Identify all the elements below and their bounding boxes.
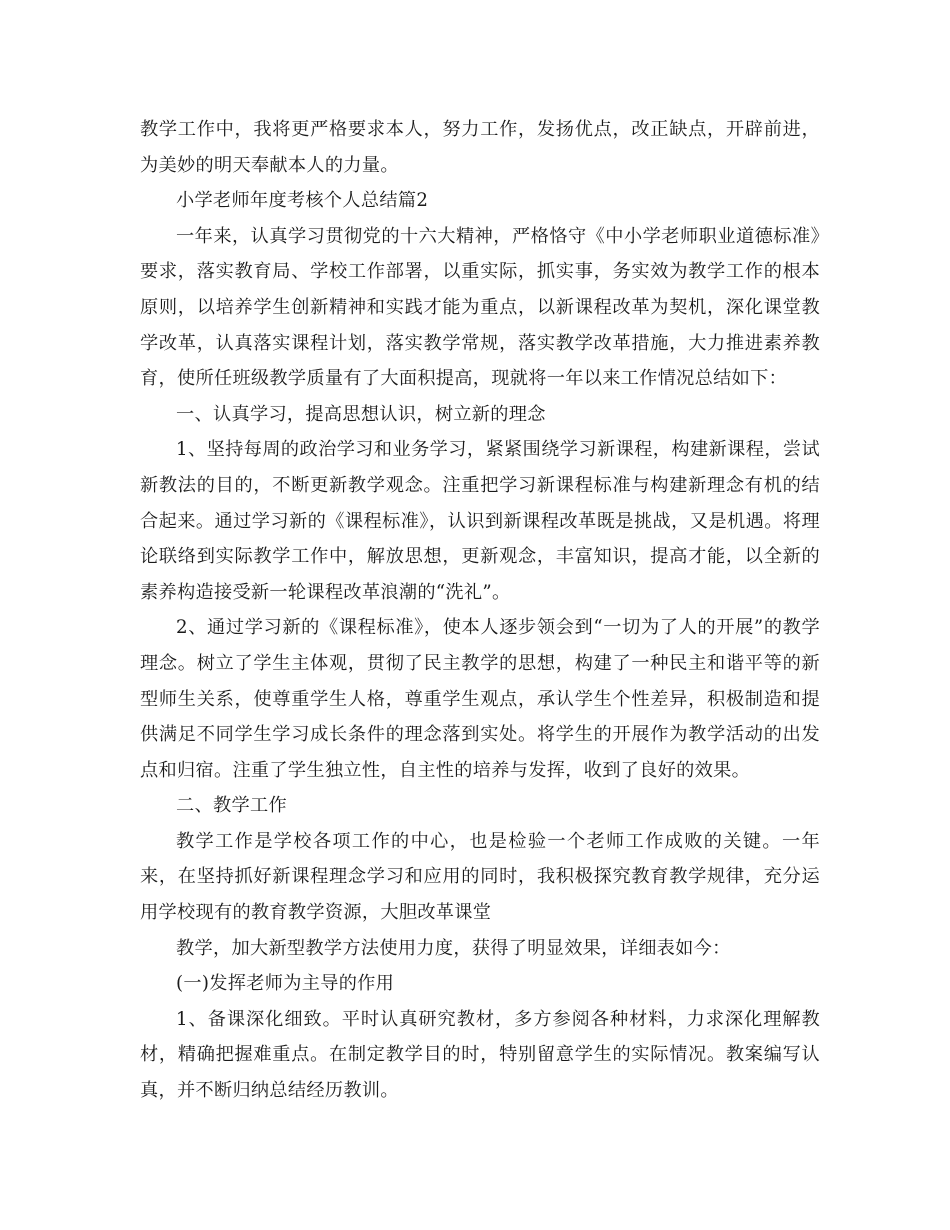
paragraph-teaching-work: 教学工作是学校各项工作的中心，也是检验一个老师工作成败的关键。一年来，在坚持抓好新课程理念学习和应用的同时，我积极探究教育教学规律，充分运用学校现有的教育教学资源，大胆改革课堂 — [140, 830, 820, 924]
paragraph-teaching-results: 教学，加大新型教学方法使用力度，获得了明显效果，详细表如今： — [176, 937, 731, 959]
heading-subsection-one: (一)发挥老师为主导的作用 — [176, 973, 395, 995]
paragraph-lesson-prep: 1、备课深化细致。平时认真研究教材，多方参阅各种材料，力求深化理解教材，精确把握难重点。在制定教学目的时，特别留意学生的实际情况。教案编写认真，并不断归纳总结经历教训。 — [140, 1008, 820, 1102]
section-title: 小学老师年度考核个人总结篇2 — [176, 190, 429, 212]
document-body — [140, 112, 820, 1109]
paragraph-intro: 一年来，认真学习贯彻党的十六大精神，严格恪守《中小学老师职业道德标准》要求，落实教育局、学校工作部署，以重实际，抓实事，务实效为教学工作的根本原则，以培养学生创新精神和实践才能为重点，以新课程改革为契机，深化课堂教学改革，认真落实课程计划，落实教学常规，落实教学改革措施，大力推进素养教育，使所任班级教学质量有了大面积提高，现就将一年以来工作情况总结如下： — [140, 225, 820, 390]
heading-part-one: 一、认真学习，提高思想认识，树立新的理念 — [176, 403, 546, 425]
paragraph-item-1: 1、坚持每周的政治学习和业务学习，紧紧围绕学习新课程，构建新课程，尝试新教法的目的，不断更新教学观念。注重把学习新课程标准与构建新理念有机的结合起来。通过学习新的《课程标准》，认识到新课程改革既是挑战，又是机遇。将理论联络到实际教学工作中，解放思想，更新观念，丰富知识，提高才能，以全新的素养构造接受新一轮课程改革浪潮的“洗礼”。 — [140, 439, 820, 603]
paragraph-item-2: 2、通过学习新的《课程标准》，使本人逐步领会到“一切为了人的开展”的教学理念。树立了学生主体观，贯彻了民主教学的思想，构建了一种民主和谐平等的新型师生关系，使尊重学生人格，尊重学生观点，承认学生个性差异，积极制造和提供满足不同学生学习成长条件的理念落到实处。将学生的开展作为教学活动的出发点和归宿。注重了学生独立性，自主性的培养与发挥，收到了良好的效果。 — [140, 617, 820, 781]
paragraph-continuation: 教学工作中，我将更严格要求本人，努力工作，发扬优点，改正缺点，开辟前进，为美妙的明天奉献本人的力量。 — [140, 119, 820, 176]
heading-part-two: 二、教学工作 — [176, 795, 287, 817]
